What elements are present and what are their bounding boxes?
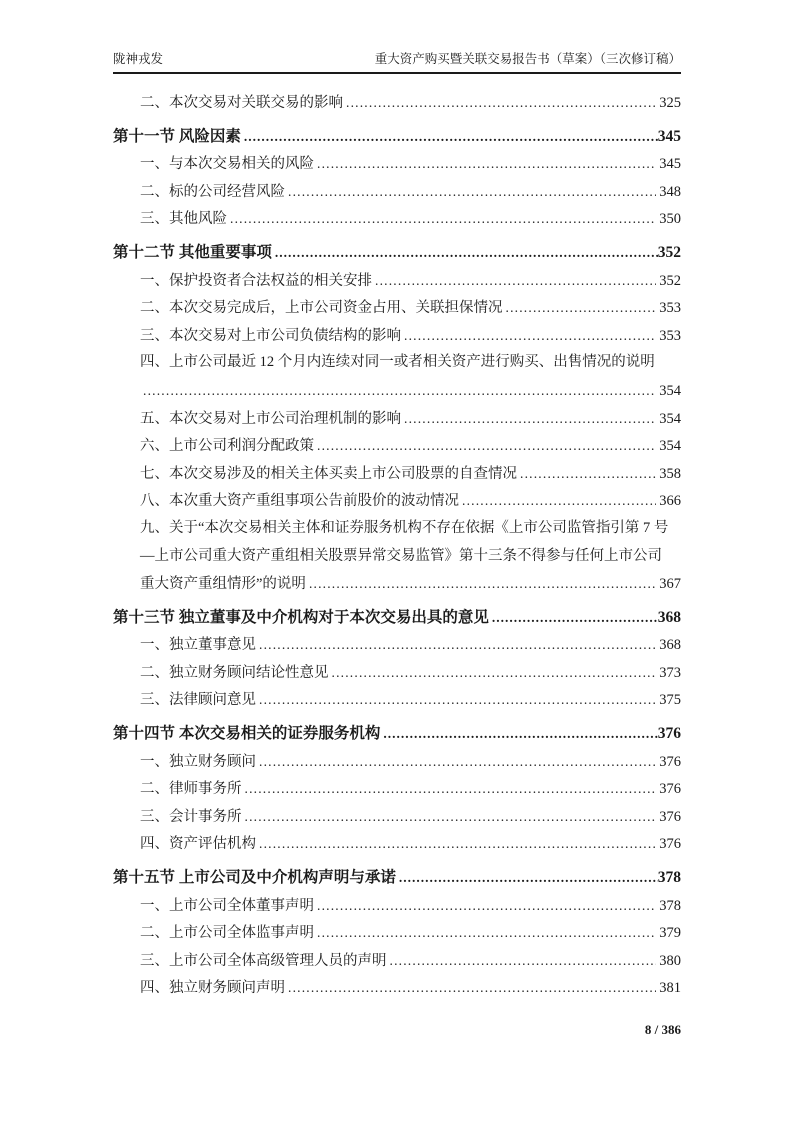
dot-leader xyxy=(288,178,656,206)
toc-section-row xyxy=(113,239,681,267)
toc-page-number: 345 xyxy=(657,127,681,145)
dot-leader xyxy=(230,205,656,233)
toc-page-number: 353 xyxy=(659,327,681,344)
toc-page-number: 354 xyxy=(659,382,681,399)
toc-entry-text: 二、标的公司经营风险 xyxy=(140,183,285,200)
toc-page-number: 375 xyxy=(659,692,681,709)
toc-item-row-wrapped xyxy=(113,377,681,405)
toc-entry-text: 一、保护投资者合法权益的相关安排 xyxy=(140,272,372,289)
toc-item-row xyxy=(113,267,681,295)
toc-entry-text: 六、上市公司利润分配政策 xyxy=(140,438,314,455)
dot-leader xyxy=(259,748,656,776)
dot-leader xyxy=(143,377,656,405)
toc-item-row xyxy=(113,487,681,515)
toc-page-number: 366 xyxy=(659,493,681,510)
toc-page-number: 381 xyxy=(659,980,681,997)
dot-leader xyxy=(259,830,656,858)
toc-entry-text: 三、上市公司全体高级管理人员的声明 xyxy=(140,952,387,969)
dot-leader xyxy=(288,974,656,1002)
toc-section-row xyxy=(113,720,681,748)
dot-leader xyxy=(375,267,656,295)
toc-item-row xyxy=(113,919,681,947)
toc-item-row xyxy=(113,205,681,233)
page-number-indicator: 8 / 386 xyxy=(644,1022,681,1037)
toc-item-row-wrapped xyxy=(113,515,681,543)
toc-page-number: 376 xyxy=(659,781,681,798)
dot-leader xyxy=(309,570,656,598)
toc-entry-text: 一、独立财务顾问 xyxy=(140,753,256,770)
toc-page-number: 352 xyxy=(659,272,681,289)
toc-item-row xyxy=(113,659,681,687)
dot-leader xyxy=(275,239,658,267)
toc-item-row xyxy=(113,974,681,1002)
toc-item-row xyxy=(113,460,681,488)
toc-entry-text: 二、上市公司全体监事声明 xyxy=(140,925,314,942)
toc-entry-text: 二、律师事务所 xyxy=(140,781,242,798)
toc-page-number: 379 xyxy=(659,925,681,942)
toc-entry-text: 二、本次交易对关联交易的影响 xyxy=(140,95,343,111)
dot-leader xyxy=(399,864,658,892)
dot-leader xyxy=(245,775,657,803)
toc-page-number: 367 xyxy=(659,576,681,593)
toc-entry-text: 五、本次交易对上市公司治理机制的影响 xyxy=(140,410,401,427)
toc-entry-text: 二、本次交易完成后，上市公司资金占用、关联担保情况 xyxy=(140,300,503,317)
dot-leader xyxy=(506,294,657,322)
toc-entry-text: 四、独立财务顾问声明 xyxy=(140,980,285,997)
dot-leader xyxy=(317,892,656,920)
toc-item-row xyxy=(113,178,681,206)
dot-leader xyxy=(244,123,658,151)
toc-page-number: 376 xyxy=(659,808,681,825)
toc-item-row xyxy=(113,89,681,117)
toc-page-number: 345 xyxy=(659,156,681,173)
toc-section-row xyxy=(113,123,681,151)
toc-entry-text: 三、会计事务所 xyxy=(140,808,242,825)
toc-page-number: 373 xyxy=(659,664,681,681)
table-of-contents xyxy=(113,89,681,1002)
toc-entry-text: 第十四节 本次交易相关的证券服务机构 xyxy=(113,725,381,743)
toc-entry-text: 七、本次交易涉及的相关主体买卖上市公司股票的自查情况 xyxy=(140,465,517,482)
toc-entry-text: 二、独立财务顾问结论性意见 xyxy=(140,664,329,681)
toc-page-number: 325 xyxy=(659,95,681,111)
toc-entry-text: 第十一节 风险因素 xyxy=(113,127,241,145)
toc-page-number: 368 xyxy=(657,608,681,626)
toc-page-number: 378 xyxy=(657,869,681,887)
toc-entry-text: 一、与本次交易相关的风险 xyxy=(140,156,314,173)
toc-item-row xyxy=(113,830,681,858)
page-header xyxy=(113,52,681,74)
toc-entry-text: 第十三节 独立董事及中介机构对于本次交易出具的意见 xyxy=(113,608,489,626)
toc-item-row-wrapped xyxy=(113,570,681,598)
toc-entry-text: 一、独立董事意见 xyxy=(140,637,256,654)
toc-page-number: 376 xyxy=(657,725,681,743)
toc-section-row xyxy=(113,604,681,632)
toc-item-row-wrapped xyxy=(113,543,681,571)
toc-page-number: 380 xyxy=(659,952,681,969)
toc-entry-text: 三、法律顾问意见 xyxy=(140,692,256,709)
dot-leader xyxy=(520,460,656,488)
toc-entry-text: —上市公司重大资产重组相关股票异常交易监管》第十三条不得参与任何上市公司 xyxy=(140,547,662,564)
dot-leader xyxy=(346,89,656,117)
toc-entry-text: 第十二节 其他重要事项 xyxy=(113,243,272,261)
dot-leader xyxy=(404,405,656,433)
dot-leader xyxy=(259,631,656,659)
toc-page-number: 350 xyxy=(659,211,681,228)
dot-leader xyxy=(317,919,656,947)
toc-page-number: 376 xyxy=(659,753,681,770)
toc-page-number: 353 xyxy=(659,300,681,317)
dot-leader xyxy=(317,150,656,178)
toc-item-row xyxy=(113,432,681,460)
toc-page-number: 358 xyxy=(659,465,681,482)
toc-page-number: 354 xyxy=(659,410,681,427)
toc-item-row xyxy=(113,405,681,433)
toc-item-row xyxy=(113,150,681,178)
toc-page-number: 348 xyxy=(659,183,681,200)
toc-entry-text: 重大资产重组情形”的说明 xyxy=(140,576,306,593)
toc-item-row-wrapped xyxy=(113,349,681,377)
toc-page-number: 352 xyxy=(657,243,681,261)
dot-leader xyxy=(332,659,657,687)
toc-page-number: 368 xyxy=(659,637,681,654)
dot-leader xyxy=(259,686,656,714)
toc-item-row xyxy=(113,686,681,714)
toc-item-row xyxy=(113,892,681,920)
toc-item-row xyxy=(113,803,681,831)
toc-entry-text: 四、资产评估机构 xyxy=(140,836,256,853)
toc-entry-text: 九、关于“本次交易相关主体和证券服务机构不存在依据《上市公司监管指引第 7 号 xyxy=(140,519,669,536)
toc-entry-text: 三、其他风险 xyxy=(140,211,227,228)
dot-leader xyxy=(245,803,657,831)
toc-page-number: 378 xyxy=(659,897,681,914)
toc-entry-text: 第十五节 上市公司及中介机构声明与承诺 xyxy=(113,869,396,887)
toc-item-row xyxy=(113,775,681,803)
dot-leader xyxy=(492,604,658,632)
toc-section-row xyxy=(113,864,681,892)
toc-item-row xyxy=(113,322,681,350)
toc-page-number: 354 xyxy=(659,438,681,455)
dot-leader xyxy=(462,487,656,515)
dot-leader xyxy=(383,720,657,748)
toc-item-row xyxy=(113,947,681,975)
dot-leader xyxy=(404,322,656,350)
toc-item-row xyxy=(113,748,681,776)
header-company-name: 陇神戎发 xyxy=(113,52,164,66)
toc-entry-text: 一、上市公司全体董事声明 xyxy=(140,897,314,914)
header-document-title: 重大资产购买暨关联交易报告书（草案）（三次修订稿） xyxy=(374,52,681,66)
toc-entry-text: 四、上市公司最近 12 个月内连续对同一或者相关资产进行购买、出售情况的说明 xyxy=(140,354,655,371)
toc-entry-text: 八、本次重大资产重组事项公告前股价的波动情况 xyxy=(140,493,459,510)
toc-page-number: 376 xyxy=(659,836,681,853)
dot-leader xyxy=(317,432,656,460)
toc-item-row xyxy=(113,294,681,322)
toc-entry-text: 三、本次交易对上市公司负债结构的影响 xyxy=(140,327,401,344)
toc-item-row xyxy=(113,631,681,659)
dot-leader xyxy=(390,947,657,975)
